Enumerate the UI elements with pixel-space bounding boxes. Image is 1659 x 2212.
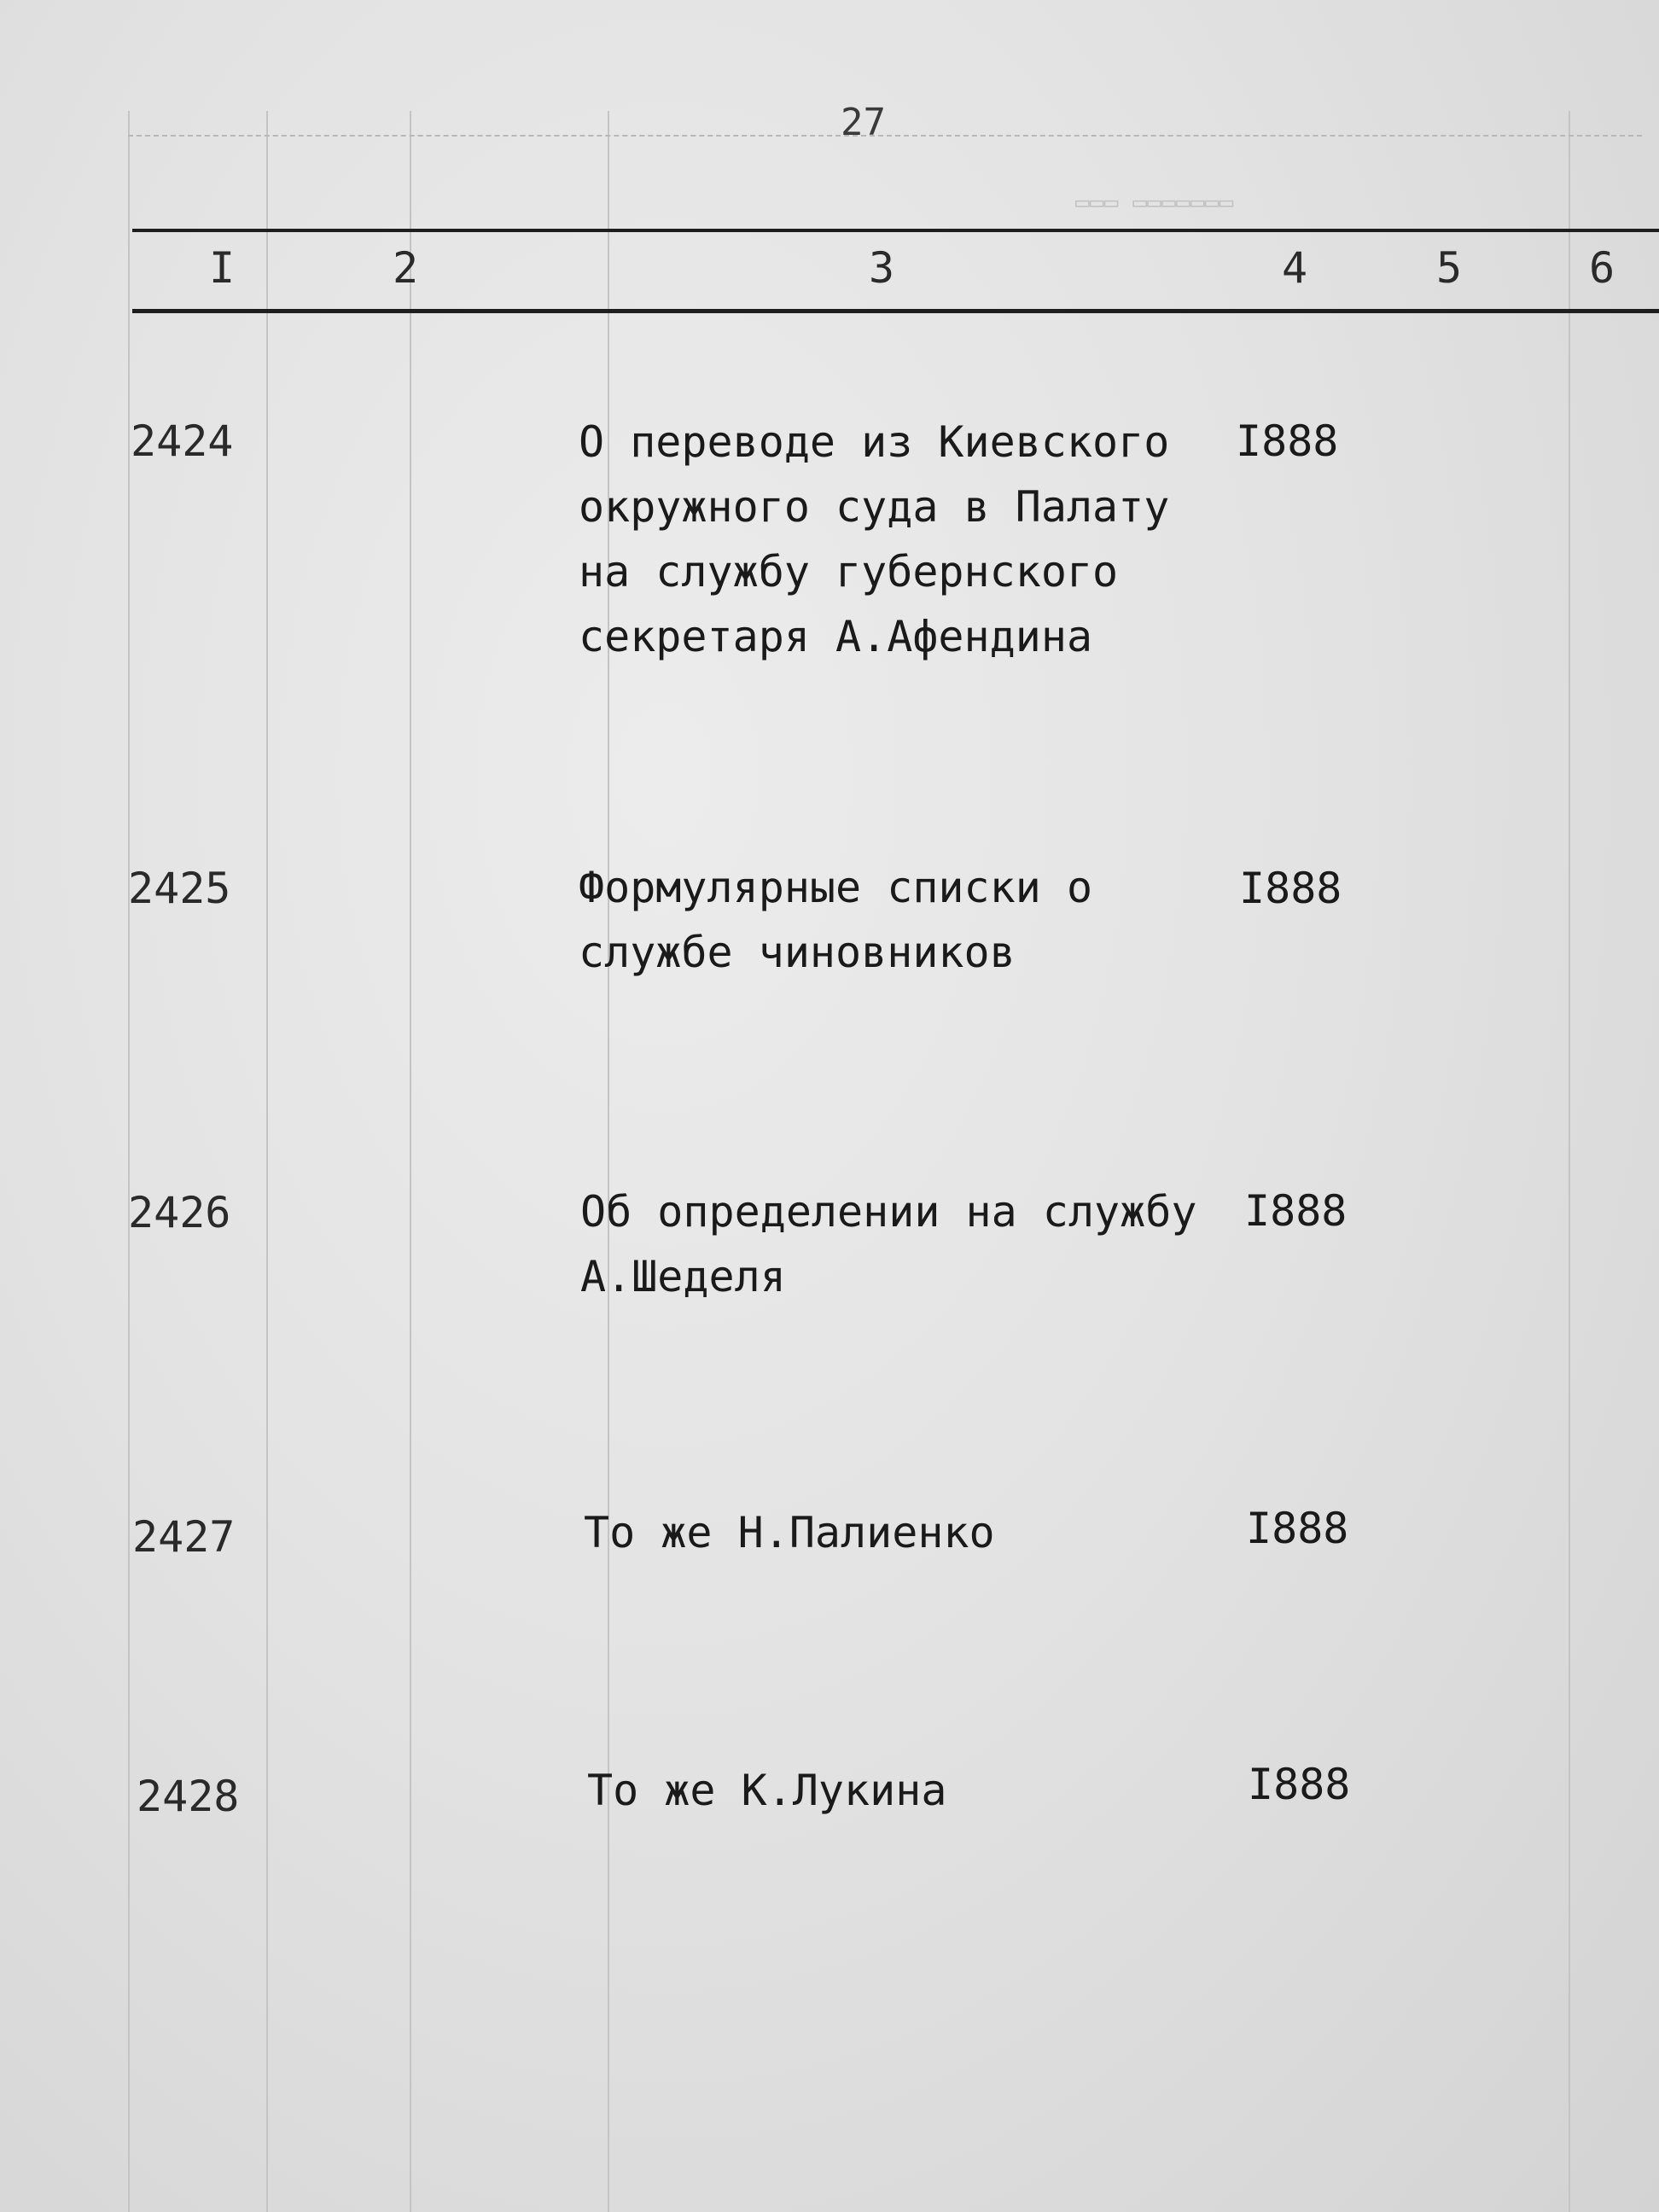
- item-number: 2427: [132, 1512, 236, 1562]
- item-title-line: То же Н.Палиенко: [584, 1508, 995, 1557]
- page-number: 27: [841, 101, 886, 144]
- header-bottom-rule: [132, 309, 1659, 313]
- column-rule-3: [410, 111, 411, 2212]
- header-top-rule: [132, 229, 1659, 232]
- column-rule-1: [128, 111, 130, 2212]
- item-title-line: А.Шеделя: [580, 1252, 786, 1301]
- item-title-line: службе чиновников: [579, 928, 1016, 977]
- item-title: [580, 1179, 1196, 1309]
- item-title-line: Формулярные списки о: [579, 863, 1093, 912]
- column-number-6: 6: [1589, 243, 1615, 293]
- item-title-line: Об определении на службу: [580, 1187, 1197, 1237]
- column-rule-5: [1569, 111, 1570, 2212]
- column-number-5: 5: [1436, 243, 1463, 293]
- item-title-line: То же К.Лукина: [587, 1766, 947, 1815]
- item-number: 2425: [128, 864, 231, 913]
- column-rule-2: [266, 111, 268, 2212]
- item-title: [579, 855, 1092, 985]
- item-year: I888: [1248, 1760, 1351, 1809]
- item-number: 2426: [128, 1188, 231, 1237]
- item-title-line: секретаря А.Афендина: [579, 612, 1093, 661]
- item-number: 2424: [131, 416, 234, 466]
- column-number-1: I: [209, 243, 236, 293]
- item-year: I888: [1244, 1186, 1348, 1236]
- column-number-4: 4: [1282, 243, 1308, 293]
- item-year: I888: [1239, 864, 1342, 913]
- item-title-line: на службу губернского: [579, 547, 1119, 597]
- item-title-line: О переводе из Киевского: [579, 417, 1170, 467]
- column-number-3: 3: [869, 243, 895, 293]
- column-number-2: 2: [393, 243, 419, 293]
- item-year: I888: [1246, 1504, 1349, 1553]
- bleed-through-header-mark: ▭▭▭ ▭▭▭▭▭▭▭: [1075, 188, 1234, 216]
- item-number: 2428: [137, 1772, 240, 1821]
- item-title: [587, 1758, 946, 1823]
- item-year: I888: [1236, 416, 1339, 466]
- item-title: [579, 410, 1169, 669]
- item-title: [584, 1500, 995, 1565]
- item-title-line: окружного суда в Палату: [579, 482, 1170, 532]
